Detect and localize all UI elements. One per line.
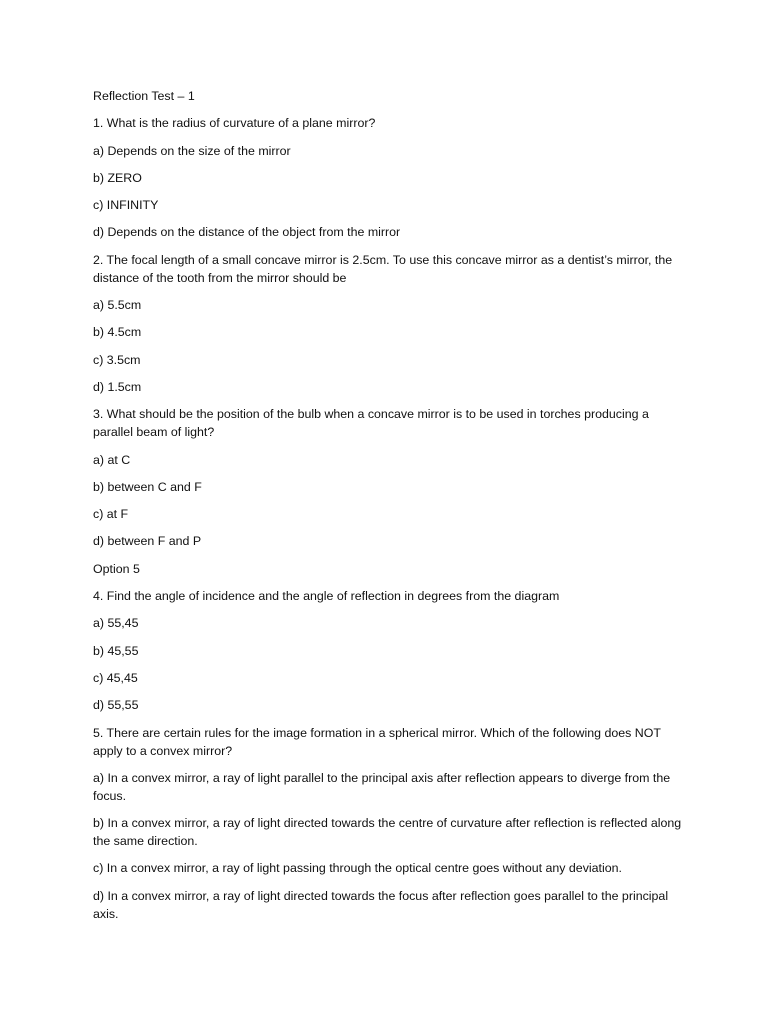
document-page	[93, 87, 683, 932]
q4-option-d: d) 55,55	[93, 698, 139, 713]
q5-option-d: d) In a convex mirror, a ray of light directed towards the focus after reflection goes parallel to the principal axis.	[93, 888, 669, 921]
document-title: Reflection Test – 1	[93, 89, 195, 103]
q1-option-b: b) ZERO	[93, 170, 142, 185]
q4-option-a: a) 55,45	[93, 616, 139, 631]
q1-option-d: d) Depends on the distance of the object from the mirror	[93, 225, 401, 240]
q3-option-c: c) at F	[93, 507, 129, 522]
option-note: Option 5	[93, 561, 140, 576]
q3-option-a: a) at C	[93, 452, 131, 467]
question-5: 5. There are certain rules for the image formation in a spherical mirror. Which of the following does NOT apply to a convex mirror?	[93, 725, 661, 758]
q5-option-b: b) In a convex mirror, a ray of light directed towards the centre of curvature after reflection is reflected along the same direction.	[93, 816, 682, 849]
question-4: 4. Find the angle of incidence and the angle of reflection in degrees from the diagram	[93, 589, 560, 604]
q2-option-d: d) 1.5cm	[93, 379, 142, 394]
q2-option-b: b) 4.5cm	[93, 325, 142, 340]
q1-option-c: c) INFINITY	[93, 198, 159, 213]
q4-option-b: b) 45,55	[93, 643, 139, 658]
question-2: 2. The focal length of a small concave mirror is 2.5cm. To use this concave mirror as a dentist’s mirror, the distance of the tooth from the mirror should be	[93, 252, 673, 285]
q2-option-a: a) 5.5cm	[93, 298, 142, 313]
q5-option-a: a) In a convex mirror, a ray of light parallel to the principal axis after reflection appears to diverge from the focus.	[93, 770, 671, 803]
q3-option-b: b) between C and F	[93, 479, 202, 494]
q3-option-d: d) between F and P	[93, 534, 202, 549]
q2-option-c: c) 3.5cm	[93, 352, 141, 367]
question-1: 1. What is the radius of curvature of a plane mirror?	[93, 116, 376, 131]
q1-option-a: a) Depends on the size of the mirror	[93, 143, 291, 158]
question-3: 3. What should be the position of the bulb when a concave mirror is to be used in torches producing a parallel beam of light?	[93, 407, 649, 440]
q5-option-c: c) In a convex mirror, a ray of light passing through the optical centre goes without any deviation.	[93, 861, 622, 876]
q4-option-c: c) 45,45	[93, 670, 138, 685]
